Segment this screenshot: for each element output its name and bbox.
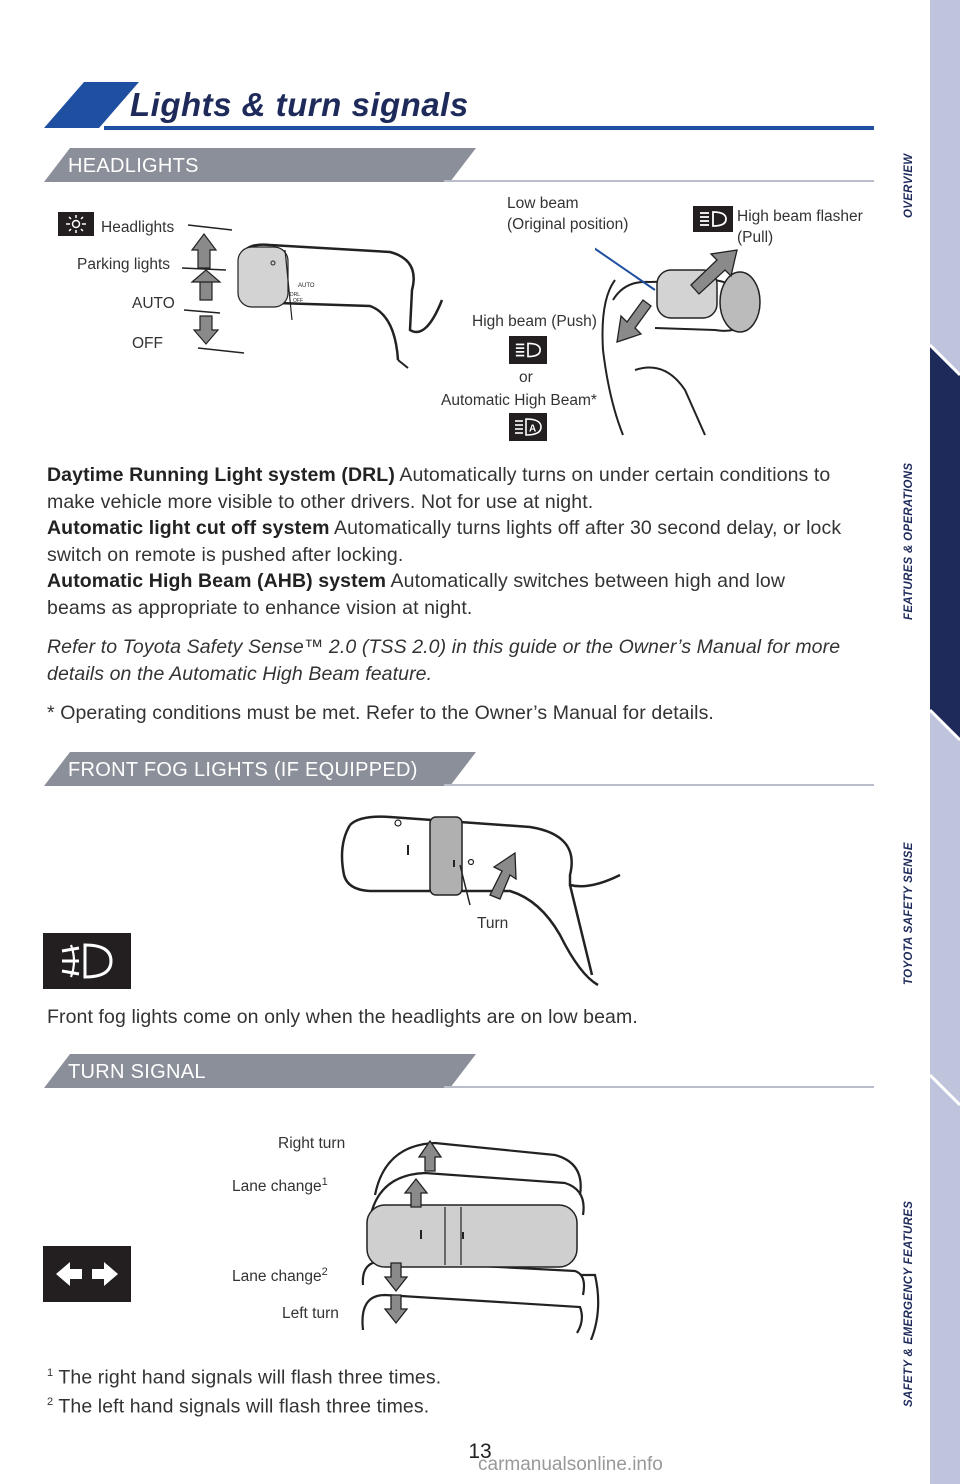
stalk-off-mark: OFF (293, 298, 303, 304)
footnote-right-hand: $^1$ The right hand signals will flash three times. (47, 1366, 442, 1389)
page-title: Lights & turn signals (130, 86, 469, 123)
label-left-turn: Left turn (282, 1305, 339, 1322)
label-high-beam-push: High beam (Push) (472, 313, 597, 330)
fog-light-icon (43, 933, 131, 989)
label-high-beam-flasher: High beam flasher (737, 208, 863, 225)
sidebar-tab-overview[interactable]: OVERVIEW (903, 153, 915, 218)
paragraph-drl: Daytime Running Light system (DRL) Automatically turns on under certain conditions to make vehicle more visible to other drivers. Not for use at night. (47, 464, 831, 513)
label-turn: Turn (477, 915, 509, 932)
label-low-beam: Low beam (507, 195, 579, 212)
label-or: or (519, 369, 533, 386)
automatic-high-beam-icon (509, 413, 547, 441)
stalk-drl-mark: DRL (290, 292, 301, 298)
section-label-fog: FRONT FOG LIGHTS (IF EQUIPPED) (68, 759, 418, 781)
headlight-stalk-illustration (180, 220, 460, 380)
page-number: 13 (468, 1440, 492, 1463)
footnote-left-hand: $^2$ The left hand signals will flash three times. (47, 1395, 430, 1417)
operating-conditions-footnote: * Operating conditions must be met. Refer to the Owner’s Manual for details. (47, 702, 714, 724)
label-lane-change-2: Lane change$^2$ (232, 1266, 328, 1286)
section-label-turn-signal: TURN SIGNAL (68, 1061, 206, 1083)
fog-stalk-illustration (330, 805, 630, 990)
label-parking-lights: Parking lights (77, 256, 171, 273)
label-off: OFF (132, 335, 163, 352)
turn-signal-arrows-icon (43, 1246, 131, 1302)
label-right-turn: Right turn (278, 1135, 346, 1152)
svg-text:A: A (529, 423, 537, 435)
sidebar-tab-safety-emergency[interactable]: SAFETY & EMERGENCY FEATURES (903, 1200, 915, 1407)
turn-signal-stalk-illustration (355, 1135, 615, 1340)
tss-reference-note: Refer to Toyota Safety Sense™ 2.0 (TSS 2.0) in this guide or the Owner’s Manual for more details on the Automatic High Beam feature. (47, 636, 841, 685)
label-original-position: (Original position) (507, 216, 629, 233)
label-headlights: Headlights (101, 219, 175, 236)
label-auto: AUTO (132, 295, 175, 312)
high-beam-icon (693, 206, 733, 232)
sidebar-tab-features-operations[interactable]: FEATURES & OPERATIONS (903, 462, 915, 620)
headlight-sun-icon (58, 212, 94, 236)
high-beam-icon (509, 336, 547, 364)
paragraph-light-cut-off: Automatic light cut off system Automatically turns lights off after 30 second delay, or lock switch on remote is pushed after locking. (47, 517, 842, 566)
label-pull: (Pull) (737, 229, 774, 246)
watermark-text: carmanualsonline.info (478, 1454, 663, 1475)
chapter-sidebar (930, 0, 960, 1484)
label-lane-change-1: Lane change$^1$ (232, 1176, 328, 1196)
fog-description: Front fog lights come on only when the headlights are on low beam. (47, 1006, 638, 1028)
stalk-auto-mark: AUTO (298, 283, 315, 289)
paragraph-ahb: Automatic High Beam (AHB) system Automatically switches between high and low beams as appropriate to enhance vision at night. (47, 570, 786, 619)
sidebar-tab-toyota-safety-sense[interactable]: TOYOTA SAFETY SENSE (903, 842, 915, 985)
label-automatic-high-beam: Automatic High Beam* (441, 392, 597, 409)
hand-stalk-illustration (595, 240, 795, 440)
section-label-headlights: HEADLIGHTS (68, 155, 199, 177)
